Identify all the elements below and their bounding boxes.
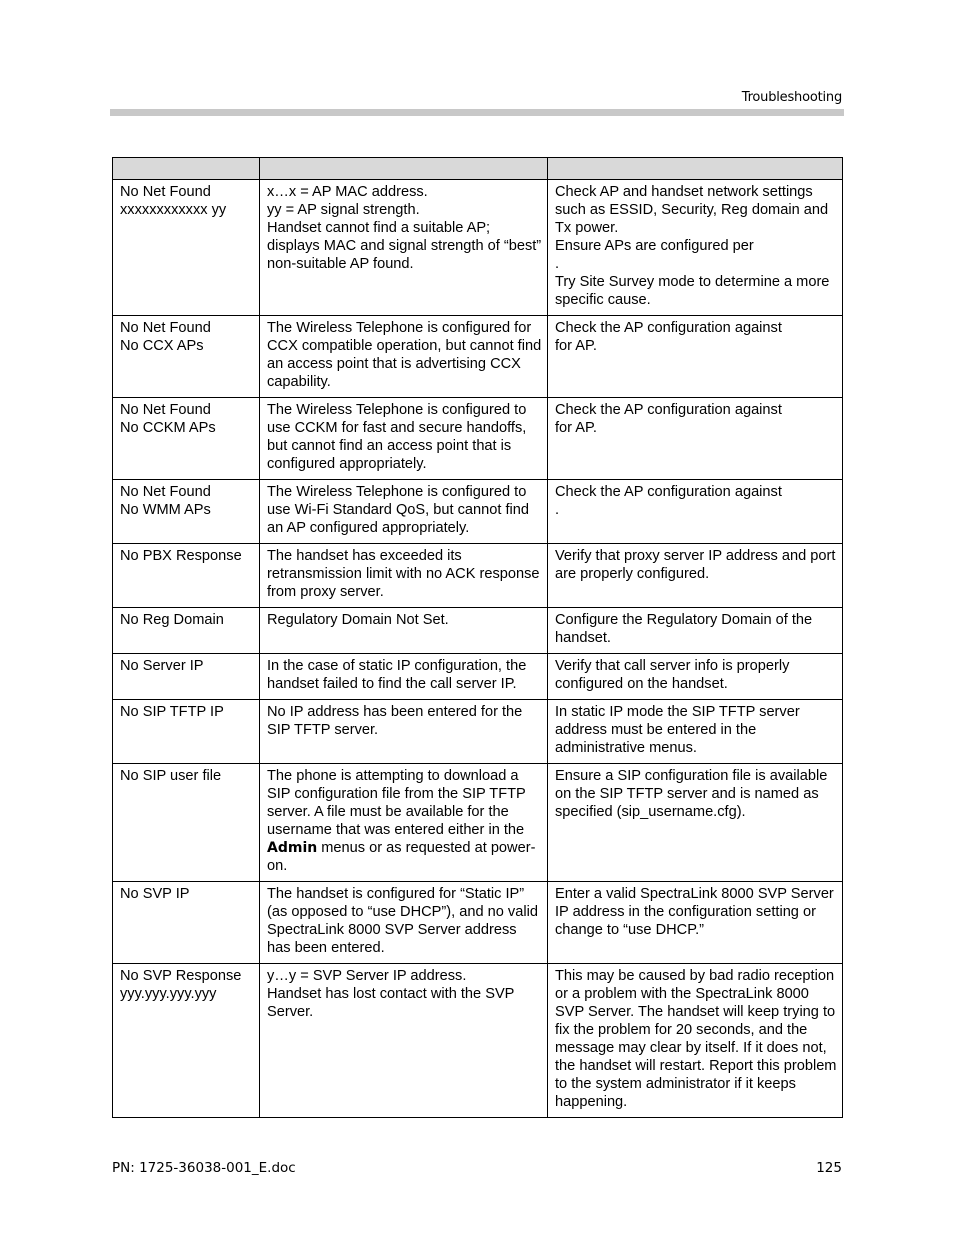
description-cell: The Wireless Telephone is configured to use Wi-Fi Standard QoS, but cannot find an AP configured appropriately. [260, 480, 548, 544]
message-cell: No Net Found xxxxxxxxxxxx yy [113, 180, 260, 316]
message-cell: No Net Found No CCKM APs [113, 398, 260, 480]
header-cell-action [548, 158, 843, 180]
header-rule [110, 109, 844, 116]
table-row [113, 480, 843, 544]
message-cell: No Server IP [113, 654, 260, 700]
table-row [113, 180, 843, 316]
table-row [113, 964, 843, 1118]
table-row [113, 764, 843, 882]
description-cell: The handset is configured for “Static IP” (as opposed to “use DHCP”), and no valid SpectraLink 8000 SVP Server address has been entered. [260, 882, 548, 964]
action-cell: This may be caused by bad radio reception or a problem with the SpectraLink 8000 SVP Server. The handset will keep trying to fix the problem for 20 seconds, and the message may clear by itself. If it does not, the handset will restart. Report this problem to the system administrator if it keeps happening. [548, 964, 843, 1118]
description-text: menus or as requested at power-on. [267, 840, 536, 874]
description-cell: y…y = SVP Server IP address. Handset has lost contact with the SVP Server. [260, 964, 548, 1118]
description-cell: Regulatory Domain Not Set. [260, 608, 548, 654]
description-cell: No IP address has been entered for the SIP TFTP server. [260, 700, 548, 764]
troubleshooting-table [112, 157, 843, 1118]
action-cell: Check the AP configuration against . [548, 480, 843, 544]
description-cell: In the case of static IP configuration, the handset failed to find the call server IP. [260, 654, 548, 700]
header-cell-description [260, 158, 548, 180]
table-row [113, 544, 843, 608]
page-number: 125 [816, 1160, 842, 1176]
running-header-title: Troubleshooting [741, 90, 842, 105]
message-cell: No Reg Domain [113, 608, 260, 654]
header-cell-message [113, 158, 260, 180]
message-cell: No SVP IP [113, 882, 260, 964]
action-cell: Check AP and handset network settings such as ESSID, Security, Reg domain and Tx power. Ensure APs are configured per . Try Site Survey mode to determine a more specific cause. [548, 180, 843, 316]
action-cell: Ensure a SIP configuration file is available on the SIP TFTP server and is named as specified (sip_username.cfg). [548, 764, 843, 882]
table-row [113, 654, 843, 700]
description-text: The phone is attempting to download a SIP configuration file from the SIP TFTP server. A file must be available for the username that was entered either in the [267, 768, 526, 838]
table-row [113, 882, 843, 964]
table-row [113, 398, 843, 480]
action-cell: In static IP mode the SIP TFTP server address must be entered in the administrative menus. [548, 700, 843, 764]
action-cell: Check the AP configuration against for AP. [548, 316, 843, 398]
message-cell: No SVP Response yyy.yyy.yyy.yyy [113, 964, 260, 1118]
action-cell: Configure the Regulatory Domain of the handset. [548, 608, 843, 654]
message-cell: No SIP TFTP IP [113, 700, 260, 764]
description-cell: The handset has exceeded its retransmission limit with no ACK response from proxy server. [260, 544, 548, 608]
message-cell: No SIP user file [113, 764, 260, 882]
action-cell: Verify that proxy server IP address and port are properly configured. [548, 544, 843, 608]
description-cell: The Wireless Telephone is configured for CCX compatible operation, but cannot find an access point that is advertising CCX capability. [260, 316, 548, 398]
table-header-row [113, 158, 843, 180]
admin-menu-term: Admin [267, 840, 318, 856]
message-cell: No Net Found No CCX APs [113, 316, 260, 398]
table-row [113, 700, 843, 764]
document-part-number: PN: 1725-36038-001_E.doc [112, 1160, 296, 1176]
description-cell: x…x = AP MAC address. yy = AP signal strength. Handset cannot find a suitable AP; displays MAC and signal strength of “best” non-suitable AP found. [260, 180, 548, 316]
message-cell: No PBX Response [113, 544, 260, 608]
action-cell: Check the AP configuration against for AP. [548, 398, 843, 480]
description-cell [260, 764, 548, 882]
table-row [113, 316, 843, 398]
table-row [113, 608, 843, 654]
action-cell: Enter a valid SpectraLink 8000 SVP Server IP address in the configuration setting or change to “use DHCP.” [548, 882, 843, 964]
message-cell: No Net Found No WMM APs [113, 480, 260, 544]
action-cell: Verify that call server info is properly configured on the handset. [548, 654, 843, 700]
description-cell: The Wireless Telephone is configured to use CCKM for fast and secure handoffs, but cannot find an access point that is configured appropriately. [260, 398, 548, 480]
